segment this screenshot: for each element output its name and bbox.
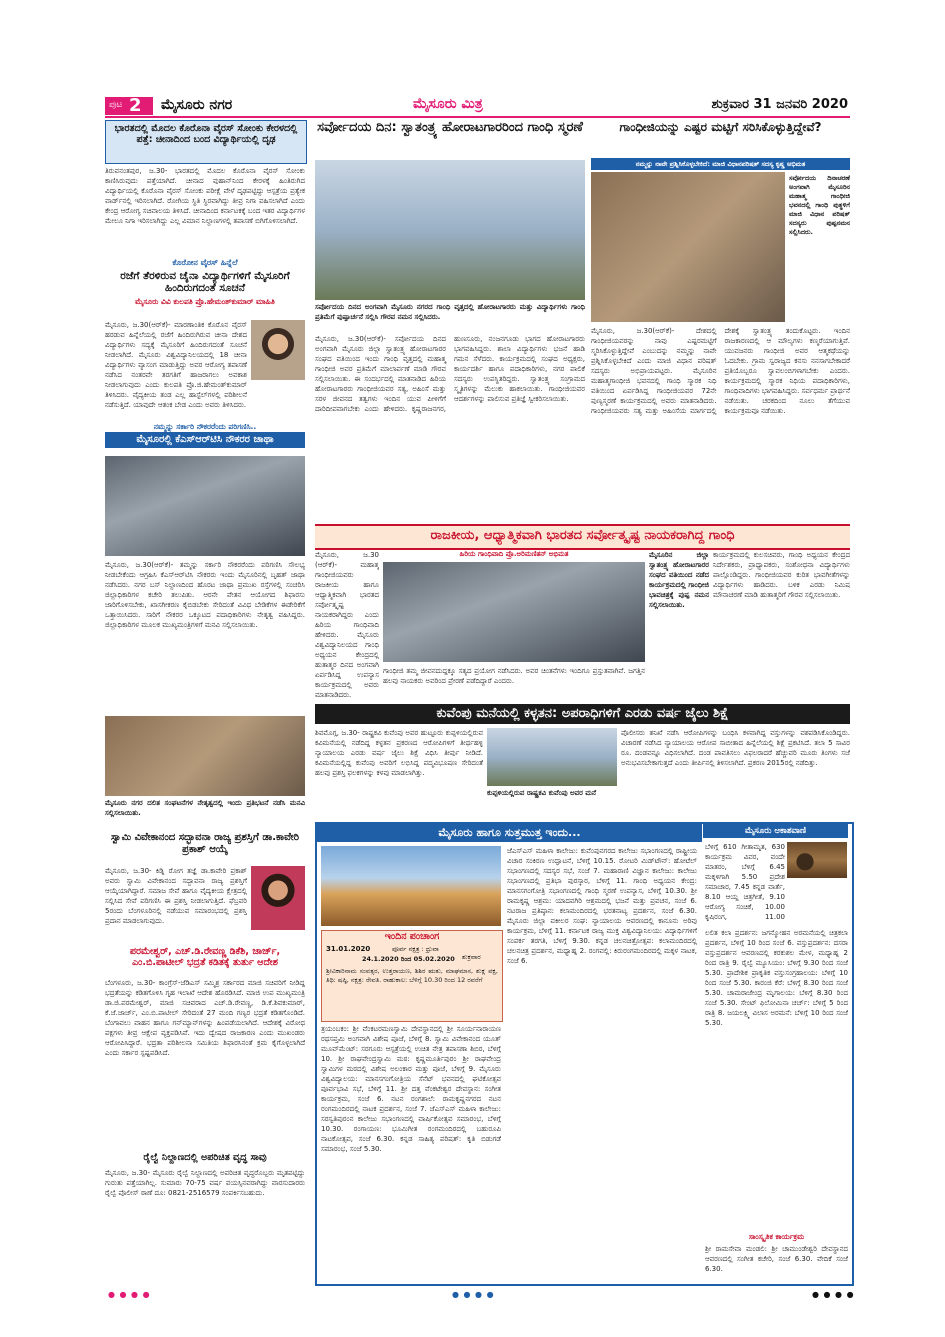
- gandhi-eyes-side-caption: ಸರ್ವೋದಯ ದಿನಾಚರಣೆ ಅಂಗವಾಗಿ ಮೈಸೂರಿನ ಮಹಾತ್ಮ ಗಾಂಧೀಜಿ ಭವನದಲ್ಲಿ ಗಾಂಧಿ ಪುತ್ಥಳಿಗೆ ಮಾಜಿ ವಿಧಾನ ಪರಿಷತ್ ಸದಸ್ಯರು ಪುಷ್ಪನಮನ ಸಲ್ಲಿಸಿದರು.: [789, 174, 850, 236]
- today-section: [315, 822, 854, 1286]
- cultural-body: ಶ್ರೀ ರಾಮಸೇವಾ ಮಂಡಲಿ: ಶ್ರೀ ಚಾಮುಂಡೇಶ್ವರಿ ದೇವಸ್ಥಾನದ ಆವರಣದಲ್ಲಿ ಸಂಗೀತ ಕಚೇರಿ, ಸಂಜೆ 6.30. ವೇದಿಕೆ ಸಂಜೆ 6.30.: [705, 1245, 848, 1273]
- ksrtc-headline-box: [105, 422, 305, 452]
- kuvempu-body-right: ಪೊಲೀಸರು ತನಿಖೆ ನಡೆಸಿ ಆರೋಪಿಗಳನ್ನು ಬಂಧಿಸಿ ಕಳವಾಗಿದ್ದ ವಸ್ತುಗಳನ್ನು ವಶಪಡಿಸಿಕೊಂಡಿದ್ದರು. ವಿಚಾರಣೆ ನಡೆಸಿದ ನ್ಯಾಯಾಲಯ ಆರೋಪ ಸಾಬೀತಾದ ಹಿನ್ನೆಲೆಯಲ್ಲಿ ಶಿಕ್ಷೆ ಪ್ರಕಟಿಸಿದೆ. ತಲಾ 5 ಸಾವಿರ ರೂ. ದಂಡವನ್ನೂ ವಿಧಿಸಲಾಗಿದೆ. ದಂಡ ಪಾವತಿಸಲು ವಿಫಲರಾದರೆ ಹೆಚ್ಚುವರಿ ಮೂರು ತಿಂಗಳು ಸಜೆ ಅನುಭವಿಸಬೇಕಾಗುತ್ತದೆ ಎಂದು ತೀರ್ಪಿನಲ್ಲಿ ತಿಳಿಸಲಾಗಿದೆ. ಪ್ರಕರಣ 2015ರಲ್ಲಿ ನಡೆದಿತ್ತು.: [621, 729, 850, 767]
- vivekananda-body: ಮೈಸೂರು, ಜ.30- ಕಿಡ್ನಿ ರೋಗ ತಜ್ಞೆ ಡಾ.ಕಾವೇರಿ ಪ್ರಕಾಶ್ ಅವರು ಸ್ವಾಮಿ ವಿವೇಕಾನಂದ ಸದ್ಭಾವನಾ ರಾಜ್ಯ ಪ್ರಶಸ್ತಿಗೆ ಆಯ್ಕೆಯಾಗಿದ್ದಾರೆ. ಸಮಾಜ ಸೇವೆ ಹಾಗೂ ವೈದ್ಯಕೀಯ ಕ್ಷೇತ್ರದಲ್ಲಿ ಸಲ್ಲಿಸಿದ ಸೇವೆ ಪರಿಗಣಿಸಿ ಈ ಪ್ರಶಸ್ತಿ ನೀಡಲಾಗುತ್ತಿದೆ. ಫೆಬ್ರವರಿ 5ರಂದು ಬೆಂಗಳೂರಿನಲ್ಲಿ ನಡೆಯುವ ಸಮಾರಂಭದಲ್ಲಿ ಪ್ರಶಸ್ತಿ ಪ್ರದಾನ ಮಾಡಲಾಗುವುದು.: [105, 867, 247, 925]
- vivekananda-headline: ಸ್ವಾಮಿ ವಿವೇಕಾನಂದ ಸದ್ಭಾವನಾ ರಾಜ್ಯ ಪ್ರಶಸ್ತಿಗೆ ಡಾ.ಕಾವೇರಿ ಪ್ರಕಾಶ್ ಆಯ್ಕೆ: [110, 832, 300, 855]
- leader-body-right: ಕಾರ್ಯಕ್ರಮದಲ್ಲಿ ಕುಲಸಚಿವರು, ಗಾಂಧಿ ಅಧ್ಯಯನ ಕೇಂದ್ರದ ನಿರ್ದೇಶಕರು, ಪ್ರಾಧ್ಯಾಪಕರು, ಸಂಶೋಧನಾ ವಿದ್ಯಾರ್ಥಿಗಳು ಪಾಲ್ಗೊಂಡಿದ್ದರು. ಗಾಂಧೀಜಿಯವರ ಕುರಿತ ಭಾವಗೀತೆಗಳನ್ನು ವಿದ್ಯಾರ್ಥಿಗಳು ಹಾಡಿದರು. ಬಳಿಕ ಎರಡು ನಿಮಿಷ ಮೌನಾಚರಣೆ ಮಾಡಿ ಹುತಾತ್ಮರಿಗೆ ಗೌರವ ಸಲ್ಲಿಸಲಾಯಿತು.: [713, 551, 850, 599]
- kuvempu-photo-caption: ಕುಪ್ಪಳಿಯಲ್ಲಿರುವ ರಾಷ್ಟ್ರಕವಿ ಕುವೆಂಪು ಅವರ ಮನೆ: [487, 789, 597, 797]
- issue-date: ಶುಕ್ರವಾರ 31 ಜನವರಿ 2020: [711, 97, 848, 112]
- panchanga-range: 24.1.2020 ರಿಂದ 05.02.2020: [362, 955, 455, 963]
- awardee-photo: [251, 866, 305, 930]
- radio-icon: [787, 842, 847, 878]
- events-column-1: ತ್ರಯಂಬಕಂ: ಶ್ರೀ ವೆಂಕಟರಮಣಸ್ವಾಮಿ ದೇವಸ್ಥಾನದಲ್ಲಿ ಶ್ರೀ ಸೂರ್ಯನಾರಾಯಣ ರಥಸಪ್ತಮಿ ಅಂಗವಾಗಿ ವಿಶೇಷ ಪೂಜೆ, ಬೆಳಿಗ್ಗೆ 8. ಸ್ವಾಮಿ ವಿವೇಕಾನಂದ ಯೂತ್ ಮೂವ್‌ಮೆಂಟ್: ಸರಗೂರು ಆಸ್ಪತ್ರೆಯಲ್ಲಿ ಉಚಿತ ನೇತ್ರ ತಪಾಸಣಾ ಶಿಬಿರ, ಬೆಳಿಗ್ಗೆ 10. ಶ್ರೀ ರಾಘವೇಂದ್ರಸ್ವಾಮಿ ಮಠ: ಕೃಷ್ಣಮೂರ್ತಿಪುರಂ ಶ್ರೀ ರಾಘವೇಂದ್ರ ಸ್ವಾಮಿಗಳ ಮಠದಲ್ಲಿ ವಿಶೇಷ ಅಲಂಕಾರ ಮತ್ತು ಪೂಜೆ, ಬೆಳಿಗ್ಗೆ 9. ಮೈಸೂರು ವಿಶ್ವವಿದ್ಯಾಲಯ: ಮಾನಸಗಂಗೋತ್ರಿಯ ಸೆನೆಟ್ ಭವನದಲ್ಲಿ ಘಟಿಕೋತ್ಸವ ಪೂರ್ವಭಾವಿ ಸಭೆ, ಬೆಳಿಗ್ಗೆ 11. ಶ್ರೀ ದತ್ತ ವೆಂಕಟೇಶ್ವರ ದೇವಸ್ಥಾನ: ಸಂಗೀತ ಕಾರ್ಯಕ್ರಮ, ಸಂಜೆ 6. ನಟನ ರಂಗಶಾಲೆ: ರಾಮಕೃಷ್ಣನಗರದ ನಟನ ರಂಗಮಂದಿರದಲ್ಲಿ ನಾಟಕ ಪ್ರದರ್ಶನ, ಸಂಜೆ 7. ಜೆಎಸ್‌ಎಸ್ ಮಹಿಳಾ ಕಾಲೇಜು: ಸರಸ್ವತಿಪುರಂನ ಕಾಲೇಜು ಸಭಾಂಗಣದಲ್ಲಿ ವಾರ್ಷಿಕೋತ್ಸವ ಸಮಾರಂಭ, ಬೆಳಿಗ್ಗೆ 10.30. ರಂಗಾಯಣ: ಭೂಮಿಗೀತ ರಂಗಮಂದಿರದಲ್ಲಿ ಬಹುರೂಪಿ ನಾಟಕೋತ್ಸವ, ಸಂಜೆ 6.30. ಕನ್ನಡ ಸಾಹಿತ್ಯ ಪರಿಷತ್: ಕೃತಿ ಬಿಡುಗಡೆ ಸಮಾರಂಭ, ಸಂಜೆ 5.30.: [321, 1025, 501, 1153]
- registration-marks-left: ● ● ● ●: [108, 1290, 151, 1299]
- panchanga-title: ಇಂದಿನ ಪಂಚಾಂಗ: [384, 931, 440, 942]
- corona-mysuru-article: [105, 258, 305, 418]
- parameshwar-headline-box: [105, 946, 305, 974]
- leader-side-caption: ಮೈಸೂರಿನ ಜಿಲ್ಲಾ ಸ್ವಾತಂತ್ರ್ಯ ಹೋರಾಟಗಾರರ ಸಂಘದ ವತಿಯಿಂದ ನಡೆದ ಕಾರ್ಯಕ್ರಮದಲ್ಲಿ ಗಾಂಧೀಜಿ ಭಾವಚಿತ್ರಕ್ಕೆ ಪುಷ್ಪ ನಮನ ಸಲ್ಲಿಸಲಾಯಿತು.: [649, 551, 709, 609]
- panchanga-body: ಶ್ರೀವಿಕಾರಿನಾಮ ಸಂವತ್ಸರ, ಉತ್ತರಾಯಣ, ಶಿಶಿರ ಋತು, ಮಾಘಮಾಸ, ಶುಕ್ಲ ಪಕ್ಷ, ತಿಥಿ: ಷಷ್ಠಿ, ನಕ್ಷತ್ರ: ರೇವತಿ. ರಾಹುಕಾಲ: ಬೆಳಿಗ್ಗೆ 10.30 ರಿಂದ 12 ರವರೆಗೆ: [326, 967, 498, 984]
- sarvodaya-body: ಮೈಸೂರು, ಜ.30(ಆರ್‌ಕೆ)- ಸರ್ವೋದಯ ದಿನದ ಅಂಗವಾಗಿ ಮೈಸೂರು ಜಿಲ್ಲಾ ಸ್ವಾತಂತ್ರ್ಯ ಹೋರಾಟಗಾರರ ಸಂಘದ ವತಿಯಿಂದ ಇಂದು ಗಾಂಧಿ ವೃತ್ತದಲ್ಲಿ ಮಹಾತ್ಮ ಗಾಂಧೀಜಿ ಅವರ ಪ್ರತಿಮೆಗೆ ಮಾಲಾರ್ಪಣೆ ಮಾಡಿ ಗೌರವ ಸಲ್ಲಿಸಲಾಯಿತು. ಈ ಸಂದರ್ಭದಲ್ಲಿ ಮಾತನಾಡಿದ ಹಿರಿಯ ಹೋರಾಟಗಾರರು ಗಾಂಧೀಜಿಯವರ ಸತ್ಯ, ಅಹಿಂಸೆ ಮತ್ತು ಸರಳ ಜೀವನದ ತತ್ವಗಳು ಇಂದಿನ ಯುವ ಪೀಳಿಗೆಗೆ ದಾರಿದೀಪವಾಗಬೇಕು ಎಂದು ಹೇಳಿದರು. ಕೃಷ್ಣರಾಜನಗರ, ಹುಣಸೂರು, ನಂಜನಗೂಡು ಭಾಗದ ಹೋರಾಟಗಾರರು ಭಾಗವಹಿಸಿದ್ದರು. ಶಾಲಾ ವಿದ್ಯಾರ್ಥಿಗಳು ಭಜನೆ ಹಾಡಿ ಗಮನ ಸೆಳೆದರು. ಕಾರ್ಯಕ್ರಮದಲ್ಲಿ ಸಂಘದ ಅಧ್ಯಕ್ಷರು, ಕಾರ್ಯದರ್ಶಿ ಹಾಗೂ ಪದಾಧಿಕಾರಿಗಳು, ನಗರ ಪಾಲಿಕೆ ಸದಸ್ಯರು ಉಪಸ್ಥಿತರಿದ್ದರು. ಸ್ವಾತಂತ್ರ್ಯ ಸಂಗ್ರಾಮದ ಸ್ಮೃತಿಗಳನ್ನು ಮೆಲುಕು ಹಾಕಲಾಯಿತು. ಗಾಂಧೀಜಿಯವರ ಆದರ್ಶಗಳನ್ನು ಪಾಲಿಸುವ ಪ್ರತಿಜ್ಞೆ ಸ್ವೀಕರಿಸಲಾಯಿತು.: [315, 335, 585, 413]
- gandhi-statue-photo: [591, 172, 785, 322]
- panchanga-weekday: ಶುಕ್ರವಾರ: [462, 953, 481, 961]
- corona-mysuru-headline: ರಜೆಗೆ ತೆರಳಿರುವ ಚೈನಾ ವಿದ್ಯಾರ್ಥಿಗಳಿಗೆ ಮೈಸೂರಿಗೆ ಹಿಂದಿರುಗದಂತೆ ಸೂಚನೆ: [120, 269, 290, 295]
- radio-box: [703, 824, 848, 924]
- vivekananda-headline-box: [105, 832, 305, 860]
- gandhi-eyes-subhead: ನಮ್ಮನ್ನು ನಾವೇ ಪ್ರಶ್ನಿಸಿಕೊಳ್ಳಬೇಕಿದೆ: ಮಾಜಿ ವಿಧಾನಪರಿಷತ್ ಸದಸ್ಯ ಕೃಷ್ಣ ಅಭಿಮತ: [591, 158, 850, 170]
- railway-headline: ರೈಲ್ವೆ ನಿಲ್ದಾಣದಲ್ಲಿ ಅಪರಿಚಿತ ವೃದ್ಧ ಸಾವು: [143, 1152, 267, 1163]
- masthead: ಮೈಸೂರು ಮಿತ್ರ: [413, 96, 483, 112]
- corona-mysuru-kicker: ಕೊರೋನ ವೈರಸ್ ಹಿನ್ನೆಲೆ: [172, 258, 238, 267]
- ksrtc-headline: ಮೈಸೂರಲ್ಲಿ ಕೆಎಸ್‌ಆರ್‌ಟಿಸಿ ನೌಕರರ ಜಾಥಾ: [105, 432, 305, 448]
- kuvempu-house-photo: [487, 728, 617, 786]
- leader-photo-block: [383, 550, 645, 700]
- panchanga-date: 31.01.2020: [326, 945, 371, 953]
- railway-headline-box: [105, 1152, 305, 1166]
- page-label: ಪುಟ: [109, 100, 123, 110]
- leader-body-left: ಮೈಸೂರು, ಜ.30 (ಆರ್‌ಕೆ)- ಮಹಾತ್ಮ ಗಾಂಧೀಜಿಯವರು ರಾಜಕೀಯ ಹಾಗೂ ಆಧ್ಯಾತ್ಮಿಕವಾಗಿ ಭಾರತದ ಸರ್ವೋತ್ಕೃಷ್ಟ ನಾಯಕರಾಗಿದ್ದರು ಎಂದು ಹಿರಿಯ ಗಾಂಧಿವಾದಿ ಹೇಳಿದರು. ಮೈಸೂರು ವಿಶ್ವವಿದ್ಯಾನಿಲಯದ ಗಾಂಧಿ ಅಧ್ಯಯನ ಕೇಂದ್ರದಲ್ಲಿ ಹುತಾತ್ಮರ ದಿನದ ಅಂಗವಾಗಿ ಏರ್ಪಡಿಸಿದ್ದ ಉಪನ್ಯಾಸ ಕಾರ್ಯಕ್ರಮದಲ್ಲಿ ಅವರು ಮಾತನಾಡಿದರು.: [315, 551, 379, 699]
- parameshwar-body: ಬೆಂಗಳೂರು, ಜ.30- ಕಾಂಗ್ರೆಸ್-ಜೆಡಿಎಸ್ ಸಮ್ಮಿಶ್ರ ಸರ್ಕಾರದ ಮಾಜಿ ಸಚಿವರಿಗೆ ನೀಡಿದ್ದ ಭದ್ರತೆಯನ್ನು ಕಡಿತಗೊಳಿಸಿ ಗೃಹ ಇಲಾಖೆ ಆದೇಶ ಹೊರಡಿಸಿದೆ. ಮಾಜಿ ಉಪ ಮುಖ್ಯಮಂತ್ರಿ ಡಾ.ಜಿ.ಪರಮೇಶ್ವರ್, ಮಾಜಿ ಸಚಿವರಾದ ಎಚ್.ಡಿ.ರೇವಣ್ಣ, ಡಿ.ಕೆ.ಶಿವಕುಮಾರ್, ಕೆ.ಜೆ.ಜಾರ್ಜ್, ಎಂ.ಬಿ.ಪಾಟೀಲ್ ಸೇರಿದಂತೆ 27 ಮಂದಿ ಗಣ್ಯರ ಭದ್ರತೆ ಕಡಿತಗೊಂಡಿದೆ. ಬೆಂಗಾವಲು ವಾಹನ ಹಾಗೂ ಗನ್‌ಮ್ಯಾನ್‌ಗಳನ್ನು ಹಿಂಪಡೆಯಲಾಗಿದೆ. ಆದೇಶಕ್ಕೆ ವಿರೋಧ ಪಕ್ಷಗಳು ತೀವ್ರ ಆಕ್ಷೇಪ ವ್ಯಕ್ತಪಡಿಸಿವೆ. ಇದು ದ್ವೇಷದ ರಾಜಕಾರಣ ಎಂದು ಮುಖಂಡರು ಆರೋಪಿಸಿದ್ದಾರೆ. ಭದ್ರತಾ ಪರಿಶೀಲನಾ ಸಮಿತಿಯ ಶಿಫಾರಸಿನಂತೆ ಕ್ರಮ ಕೈಗೊಳ್ಳಲಾಗಿದೆ ಎಂದು ಸರ್ಕಾರ ಸ್ಪಷ್ಟಪಡಿಸಿದೆ.: [105, 979, 305, 1057]
- registration-marks-right: ● ● ● ●: [812, 1290, 855, 1299]
- registration-marks-center: ● ● ● ●: [452, 1290, 495, 1299]
- cultural-title: ಸಾಂಸ್ಕೃತಿಕ ಕಾರ್ಯಕ್ರಮ: [748, 1232, 805, 1241]
- leader-headline-box: [315, 524, 850, 550]
- today-title: ಮೈಸೂರು ಹಾಗೂ ಸುತ್ತಮುತ್ತ ಇಂದು...: [317, 824, 702, 842]
- corona-article-body: ತಿರುವನಂತಪುರ, ಜ.30- ಭಾರತದಲ್ಲಿ ಮೊದಲ ಕೊರೊನಾ ವೈರಸ್ ಸೋಂಕು ಕಾಣಿಸಿರುವುದು ಪತ್ತೆಯಾಗಿದೆ. ಚೀನಾದ ವುಹಾನ್‌ನಿಂದ ಕೇರಳಕ್ಕೆ ಹಿಂತಿರುಗಿದ ವಿದ್ಯಾರ್ಥಿಯಲ್ಲಿ ಕೊರೊನಾ ವೈರಸ್ ಸೋಂಕು ಪರೀಕ್ಷೆ ವೇಳೆ ದೃಢಪಟ್ಟಿದ್ದು ಆಸ್ಪತ್ರೆಯ ಪ್ರತ್ಯೇಕ ವಾರ್ಡ್‌ನಲ್ಲಿ ಇರಿಸಲಾಗಿದೆ. ರೋಗಿಯ ಸ್ಥಿತಿ ಸ್ಥಿರವಾಗಿದ್ದು ತೀವ್ರ ನಿಗಾ ವಹಿಸಲಾಗಿದೆ ಎಂದು ಕೇಂದ್ರ ಆರೋಗ್ಯ ಸಚಿವಾಲಯ ತಿಳಿಸಿದೆ. ಚೀನಾದಿಂದ ಕರ್ನಾಟಕಕ್ಕೆ ಬಂದ ಇತರ ವಿದ್ಯಾರ್ಥಿಗಳ ಮೇಲೂ ನಿಗಾ ಇರಿಸಲಾಗಿದ್ದು ಎಲ್ಲ ವಿಮಾನ ನಿಲ್ದಾಣಗಳಲ್ಲಿ ತಪಾಸಣೆ ಬಿಗಿಗೊಳಿಸಲಾಗಿದೆ.: [105, 167, 305, 225]
- section-title: ಮೈಸೂರು ನಗರ: [161, 97, 233, 113]
- gandhi-eyes-headline-box: [591, 120, 850, 156]
- ksrtc-article-body: ಮೈಸೂರು, ಜ.30(ಆರ್‌ಕೆ)- ತಮ್ಮನ್ನು ಸರ್ಕಾರಿ ನೌಕರರೆಂದು ಪರಿಗಣಿಸಿ ಸೌಲಭ್ಯ ನೀಡಬೇಕೆಂದು ಆಗ್ರಹಿಸಿ ಕೆಎಸ್‌ಆರ್‌ಟಿಸಿ ನೌಕರರು ಇಂದು ಮೈಸೂರಿನಲ್ಲಿ ಬೃಹತ್ ಜಾಥಾ ನಡೆಸಿದರು. ನಗರ ಬಸ್ ನಿಲ್ದಾಣದಿಂದ ಹೊರಟ ಜಾಥಾ ಪ್ರಮುಖ ರಸ್ತೆಗಳಲ್ಲಿ ಸಂಚರಿಸಿ ಜಿಲ್ಲಾಧಿಕಾರಿಗಳ ಕಚೇರಿ ತಲುಪಿತು. ಆರನೇ ವೇತನ ಆಯೋಗದ ಶಿಫಾರಸು ಜಾರಿಗೊಳಿಸಬೇಕು, ಖಾಸಗೀಕರಣ ಕೈಬಿಡಬೇಕು ಸೇರಿದಂತೆ ವಿವಿಧ ಬೇಡಿಕೆಗಳ ಈಡೇರಿಕೆಗೆ ಒತ್ತಾಯಿಸಿದರು. ಸಾರಿಗೆ ನೌಕರರ ಒಕ್ಕೂಟದ ಪದಾಧಿಕಾರಿಗಳು ನೇತೃತ್ವ ವಹಿಸಿದ್ದರು. ಜಿಲ್ಲಾಧಿಕಾರಿಗಳ ಮೂಲಕ ಮುಖ್ಯಮಂತ್ರಿಗಳಿಗೆ ಮನವಿ ಸಲ್ಲಿಸಲಾಯಿತು.: [105, 561, 305, 629]
- sarvodaya-headline: ಸರ್ವೋದಯ ದಿನ: ಸ್ವಾತಂತ್ರ್ಯ ಹೋರಾಟಗಾರರಿಂದ ಗಾಂಧಿ ಸ್ಮರಣೆ: [317, 120, 583, 135]
- sarvodaya-caption: ಸರ್ವೋದಯ ದಿನದ ಅಂಗವಾಗಿ ಮೈಸೂರು ನಗರದ ಗಾಂಧಿ ವೃತ್ತದಲ್ಲಿ ಹೋರಾಟಗಾರರು ಮತ್ತು ವಿದ್ಯಾರ್ಥಿಗಳು ಗಾಂಧಿ ಪ್ರತಿಮೆಗೆ ಪುಷ್ಪಾರ್ಚನೆ ಸಲ್ಲಿಸಿ ಗೌರವ ನಮನ ಸಲ್ಲಿಸಿದರು.: [315, 303, 585, 321]
- panchanga-box: [321, 930, 503, 1022]
- page-number-badge: [105, 97, 153, 115]
- corona-headline: ಭಾರತದಲ್ಲಿ ಮೊದಲ ಕೊರೊನಾ ವೈರಸ್ ಸೋಂಕು ಕೇರಳದಲ್ಲಿ ಪತ್ತೆ: ಚೀನಾದಿಂದ ಬಂದ ವಿದ್ಯಾರ್ಥಿಯಲ್ಲಿ ದೃಢ: [114, 123, 298, 146]
- sarvodaya-photo: [315, 160, 585, 300]
- page-number: 2: [129, 96, 142, 116]
- leader-headline: ರಾಜಕೀಯ, ಆಧ್ಯಾತ್ಮಿಕವಾಗಿ ಭಾರತದ ಸರ್ವೋತ್ಕೃಷ್ಟ ನಾಯಕರಾಗಿದ್ದ ಗಾಂಧಿ: [430, 528, 735, 543]
- railway-body: ಮೈಸೂರು, ಜ.30- ಮೈಸೂರು ರೈಲ್ವೆ ನಿಲ್ದಾಣದಲ್ಲಿ ಅಪರಿಚಿತ ವೃದ್ಧರೊಬ್ಬರು ಮೃತಪಟ್ಟಿದ್ದು ಗುರುತು ಪತ್ತೆಯಾಗಿಲ್ಲ. ಸುಮಾರು 70-75 ವರ್ಷ ವಯಸ್ಸಿನವರಾಗಿದ್ದು ವಾರಸುದಾರರು ರೈಲ್ವೆ ಪೊಲೀಸ್ ಠಾಣೆ ದೂ: 0821-2516579 ಸಂಪರ್ಕಿಸಬಹುದು.: [105, 1169, 305, 1197]
- kuvempu-headline: ಕುವೆಂಪು ಮನೆಯಲ್ಲಿ ಕಳ್ಳತನ: ಅಪರಾಧಿಗಳಿಗೆ ಎರಡು ವರ್ಷ ಜೈಲು ಶಿಕ್ಷೆ: [315, 704, 850, 724]
- gandhi-eyes-headline: ಗಾಂಧೀಜಿಯನ್ನು ಎಷ್ಟರ ಮಟ್ಟಿಗೆ ಸರಿಸಿಕೊಳ್ಳುತ್ತಿದ್ದೇವೆ?: [619, 120, 822, 134]
- vice-chancellor-photo: [251, 320, 305, 380]
- cultural-box: [705, 1232, 848, 1280]
- corona-headline-box: [105, 120, 307, 164]
- corona-mysuru-subhead: ಮೈಸೂರು ವಿವಿ ಕುಲಪತಿ ಪ್ರೊ.ಹೇಮಂತ್‌ಕುಮಾರ್ ಮಾಹಿತಿ: [135, 296, 275, 306]
- sarvodaya-headline-box: [315, 120, 585, 156]
- radio-schedule-start: ಬೆಳಿಗ್ಗೆ 610 ಗೀತಾಮೃತ, 630 ಕಾರ್ಯಕ್ರಮ ವಿವರ, ವಂದೇ ಮಾತರಂ, ಬೆಳಿಗ್ಗೆ 6.45 ಮಕ್ಕಳಿಗಾಗಿ 5.50 ಪ್ರದೇಶ ಸಮಾಚಾರ, 7.45 ಕನ್ನಡ ವಾರ್ತೆ, 8.10 ಆಯ್ದ ಚಿತ್ರಗೀತೆ, 9.10 ಆರೋಗ್ಯ ಸಂಚಿಕೆ, 10.00 ಕೃಷಿರಂಗ, 11.00: [705, 843, 785, 921]
- kuvempu-body-left: ಶಿವಮೊಗ್ಗ, ಜ.30- ರಾಷ್ಟ್ರಕವಿ ಕುವೆಂಪು ಅವರ ಹುಟ್ಟೂರು ಕುಪ್ಪಳಿಯಲ್ಲಿರುವ ಕವಿಮನೆಯಲ್ಲಿ ನಡೆದಿದ್ದ ಕಳ್ಳತನ ಪ್ರಕರಣದ ಆರೋಪಿಗಳಿಗೆ ತೀರ್ಥಹಳ್ಳಿ ನ್ಯಾಯಾಲಯ ಎರಡು ವರ್ಷ ಜೈಲು ಶಿಕ್ಷೆ ವಿಧಿಸಿ ತೀರ್ಪು ನೀಡಿದೆ. ಕವಿಮನೆಯಲ್ಲಿದ್ದ ಕುವೆಂಪು ಅವರಿಗೆ ಲಭಿಸಿದ್ದ ಪದ್ಮವಿಭೂಷಣ ಸೇರಿದಂತೆ ಹಲವು ಪ್ರಶಸ್ತಿ ಫಲಕಗಳನ್ನು ಕಳವು ಮಾಡಲಾಗಿತ್ತು.: [315, 729, 483, 777]
- mysore-palace-photo: [321, 846, 501, 926]
- events-column-2: ಜೆಎಸ್‌ಎಸ್ ಮಹಿಳಾ ಕಾಲೇಜು: ಕುವೆಂಪುನಗರದ ಕಾಲೇಜು ಸಭಾಂಗಣದಲ್ಲಿ ರಾಷ್ಟ್ರೀಯ ವಿಚಾರ ಸಂಕಿರಣ ಉದ್ಘಾಟನೆ, ಬೆಳಿಗ್ಗೆ 10.15. ರೋಟರಿ ಮಿಡ್‌ಟೌನ್: ಹೋಟೆಲ್ ಸಭಾಂಗಣದಲ್ಲಿ ಸದಸ್ಯರ ಸಭೆ, ಸಂಜೆ 7. ಮಹಾರಾಣಿ ವಿಜ್ಞಾನ ಕಾಲೇಜು: ಕಾಲೇಜು ಸಭಾಂಗಣದಲ್ಲಿ ಪ್ರತಿಭಾ ಪುರಸ್ಕಾರ, ಬೆಳಿಗ್ಗೆ 11. ಗಾಂಧಿ ಅಧ್ಯಯನ ಕೇಂದ್ರ: ಮಾನಸಗಂಗೋತ್ರಿ ಸಭಾಂಗಣದಲ್ಲಿ ಗಾಂಧಿ ಸ್ಮರಣೆ ಉಪನ್ಯಾಸ, ಬೆಳಿಗ್ಗೆ 10.30. ಶ್ರೀ ರಾಮಕೃಷ್ಣ ಆಶ್ರಮ: ಯಾದವಗಿರಿ ಆಶ್ರಮದಲ್ಲಿ ಭಜನೆ ಮತ್ತು ಪ್ರವಚನ, ಸಂಜೆ 6. ನಟರಾಜ ಪ್ರತಿಷ್ಠಾನ: ಕಲಾಮಂದಿರದಲ್ಲಿ ಭರತನಾಟ್ಯ ಪ್ರದರ್ಶನ, ಸಂಜೆ 6.30. ಮೈಸೂರು ಜಿಲ್ಲಾ ವಕೀಲರ ಸಂಘ: ನ್ಯಾಯಾಲಯ ಆವರಣದಲ್ಲಿ ಕಾನೂನು ಅರಿವು ಕಾರ್ಯಕ್ರಮ, ಬೆಳಿಗ್ಗೆ 11. ಕರ್ನಾಟಕ ರಾಜ್ಯ ಮುಕ್ತ ವಿಶ್ವವಿದ್ಯಾನಿಲಯ: ವಿದ್ಯಾರ್ಥಿಗಳಿಗೆ ಸಂಪರ್ಕ ತರಗತಿ, ಬೆಳಿಗ್ಗೆ 9.30. ಕನ್ನಡ ಚಲನಚಿತ್ರೋತ್ಸವ: ಕಲಾಮಂದಿರದಲ್ಲಿ ಚಲನಚಿತ್ರ ಪ್ರದರ್ಶನ, ಮಧ್ಯಾಹ್ನ 2. ರಂಗವಲ್ಲಿ: ಕಿರುರಂಗಮಂದಿರದಲ್ಲಿ ಮಕ್ಕಳ ನಾಟಕ, ಸಂಜೆ 6.: [507, 847, 697, 965]
- leader-body-mid: ಗಾಂಧೀಜಿ ತಮ್ಮ ಜೀವನದುದ್ದಕ್ಕೂ ಸತ್ಯದ ಪ್ರಯೋಗ ನಡೆಸಿದರು. ಅವರ ಚಿಂತನೆಗಳು ಇಂದಿಗೂ ಪ್ರಸ್ತುತವಾಗಿವೆ. ಜಗತ್ತಿನ ಹಲವು ನಾಯಕರು ಅವರಿಂದ ಪ್ರೇರಣೆ ಪಡೆದಿದ್ದಾರೆ ಎಂದರು.: [383, 667, 645, 685]
- leader-photo-kicker: ಹಿರಿಯ ಗಾಂಧಿವಾದಿ ಪ್ರೊ.ಅರಿಮಣಿತನ್ ಅಭಿಮತ: [459, 550, 569, 558]
- page-header: [105, 96, 850, 118]
- gandhi-eyes-body: ಮೈಸೂರು, ಜ.30(ಆರ್‌ಕೆ)- ದೇಶದಲ್ಲಿ ಗಾಂಧೀಜಿಯವರನ್ನು ನಾವು ಎಷ್ಟರಮಟ್ಟಿಗೆ ಸ್ಮರಿಸಿಕೊಳ್ಳುತ್ತಿದ್ದೇವೆ ಎಂಬುದನ್ನು ನಮ್ಮನ್ನು ನಾವೇ ಪ್ರಶ್ನಿಸಿಕೊಳ್ಳಬೇಕಿದೆ ಎಂದು ಮಾಜಿ ವಿಧಾನ ಪರಿಷತ್ ಸದಸ್ಯರು ಅಭಿಪ್ರಾಯಪಟ್ಟರು. ಮೈಸೂರಿನ ಮಹಾತ್ಮಗಾಂಧೀಜಿ ಭವನದಲ್ಲಿ ಗಾಂಧಿ ಸ್ಮಾರಕ ನಿಧಿ ವತಿಯಿಂದ ಏರ್ಪಡಿಸಿದ್ದ ಗಾಂಧೀಜಿಯವರ 72ನೇ ಪುಣ್ಯಸ್ಮರಣೆ ಕಾರ್ಯಕ್ರಮದಲ್ಲಿ ಅವರು ಮಾತನಾಡಿದರು. ಗಾಂಧೀಜಿಯವರು ಸತ್ಯ ಮತ್ತು ಅಹಿಂಸೆಯ ಮಾರ್ಗದಲ್ಲಿ ದೇಶಕ್ಕೆ ಸ್ವಾತಂತ್ರ್ಯ ತಂದುಕೊಟ್ಟರು. ಇಂದಿನ ರಾಜಕಾರಣದಲ್ಲಿ ಆ ಮೌಲ್ಯಗಳು ಕಣ್ಮರೆಯಾಗುತ್ತಿವೆ. ಯುವಜನರು ಗಾಂಧೀಜಿ ಅವರ ಆತ್ಮಕಥೆಯನ್ನು ಓದಬೇಕು. ಗ್ರಾಮ ಸ್ವರಾಜ್ಯದ ಕನಸು ನನಸಾಗಬೇಕಾದರೆ ಪ್ರತಿಯೊಬ್ಬರೂ ಸ್ವಾವಲಂಬಿಗಳಾಗಬೇಕು ಎಂದರು. ಕಾರ್ಯಕ್ರಮದಲ್ಲಿ ಸ್ಮಾರಕ ನಿಧಿಯ ಪದಾಧಿಕಾರಿಗಳು, ಗಾಂಧಿವಾದಿಗಳು ಭಾಗವಹಿಸಿದ್ದರು. ಸರ್ವಧರ್ಮ ಪ್ರಾರ್ಥನೆ ನಡೆಯಿತು. ಚರಕದಿಂದ ನೂಲು ತೆಗೆಯುವ ಕಾರ್ಯಕ್ರಮವೂ ನಡೆಯಿತು.: [591, 327, 850, 415]
- corona-mysuru-body: ಮೈಸೂರು, ಜ.30(ಆರ್‌ಕೆ)- ಮಾರಣಾಂತಿಕ ಕೊರೊನ ವೈರಸ್ ಹರಡುವ ಹಿನ್ನೆಲೆಯಲ್ಲಿ ರಜೆಗೆ ಹಿಂದಿರುಗಿರುವ ಚೀನಾ ದೇಶದ ವಿದ್ಯಾರ್ಥಿಗಳು ಸದ್ಯಕ್ಕೆ ಮೈಸೂರಿಗೆ ಹಿಂದಿರುಗದಂತೆ ಸೂಚನೆ ನೀಡಲಾಗಿದೆ. ಮೈಸೂರು ವಿಶ್ವವಿದ್ಯಾನಿಲಯದಲ್ಲಿ 18 ಚೀನಾ ವಿದ್ಯಾರ್ಥಿಗಳು ವ್ಯಾಸಂಗ ಮಾಡುತ್ತಿದ್ದು ಅವರ ಆರೋಗ್ಯ ತಪಾಸಣೆ ನಡೆಸಿದ ನಂತರವೇ ತರಗತಿಗೆ ಹಾಜರಾಗಲು ಅವಕಾಶ ನೀಡಲಾಗುವುದು ಎಂದು ಕುಲಪತಿ ಪ್ರೊ.ಜಿ.ಹೇಮಂತ್‌ಕುಮಾರ್ ತಿಳಿಸಿದರು. ವೈದ್ಯಕೀಯ ತಂಡ ಎಲ್ಲ ಹಾಸ್ಟೆಲ್‌ಗಳಲ್ಲಿ ಪರಿಶೀಲನೆ ನಡೆಸುತ್ತಿದೆ. ಯಾವುದೇ ಆತಂಕ ಬೇಡ ಎಂದು ಅವರು ತಿಳಿಸಿದರು.: [105, 321, 247, 409]
- panchanga-nakshatra: ಪೂರ್ವ ನಕ್ಷತ್ರ : ಧ್ರುವಾ: [392, 945, 439, 953]
- parameshwar-headline: ಪರಮೇಶ್ವರ್, ಎಚ್.ಡಿ.ರೇವಣ್ಣ ಡಿಕೆಶಿ, ಜಾರ್ಜ್, ಎಂ.ಬಿ.ಪಾಟೀಲ್ ಭದ್ರತೆ ಕಡಿತಕ್ಕೆ ತುರ್ತು ಆದೇಶ: [129, 946, 281, 969]
- protest-caption: ಮೈಸೂರು ನಗರ ದಲಿತ ಸಂಘಟನೆಗಳ ನೇತೃತ್ವದಲ್ಲಿ ಇಂದು ಪ್ರತಿಭಟನೆ ನಡೆಸಿ ಮನವಿ ಸಲ್ಲಿಸಲಾಯಿತು.: [105, 799, 305, 817]
- protest-photo: [105, 716, 305, 796]
- ksrtc-kicker: ನಮ್ಮನ್ನು ಸರ್ಕಾರಿ ನೌಕರರೆಂದು ಪರಿಗಣಿಸಿ..: [153, 422, 257, 431]
- radio-title: ಮೈಸೂರು ಆಕಾಶವಾಣಿ: [703, 824, 848, 838]
- leader-photo: [383, 562, 645, 662]
- exhibits-list: ಲಲಿತ ಕಲಾ ಪ್ರದರ್ಶನ: ಜಗನ್ಮೋಹನ ಅರಮನೆಯಲ್ಲಿ ಚಿತ್ರಕಲಾ ಪ್ರದರ್ಶನ, ಬೆಳಿಗ್ಗೆ 10 ರಿಂದ ಸಂಜೆ 6. ವಸ್ತುಪ್ರದರ್ಶನ: ದಸರಾ ವಸ್ತುಪ್ರದರ್ಶನ ಆವರಣದಲ್ಲಿ ಕರಕುಶಲ ಮೇಳ, ಮಧ್ಯಾಹ್ನ 2 ರಿಂದ ರಾತ್ರಿ 9. ರೈಲ್ವೆ ಮ್ಯೂಸಿಯಂ: ಬೆಳಿಗ್ಗೆ 9.30 ರಿಂದ ಸಂಜೆ 5.30. ಪ್ರಾದೇಶಿಕ ಪ್ರಾಕೃತಿಕ ವಸ್ತುಸಂಗ್ರಹಾಲಯ: ಬೆಳಿಗ್ಗೆ 10 ರಿಂದ ಸಂಜೆ 5.30. ಕಾರಂಜಿ ಕೆರೆ: ಬೆಳಿಗ್ಗೆ 8.30 ರಿಂದ ಸಂಜೆ 5.30. ಚಾಮರಾಜೇಂದ್ರ ಮೃಗಾಲಯ: ಬೆಳಿಗ್ಗೆ 8.30 ರಿಂದ ಸಂಜೆ 5.30. ಸೇಂಟ್ ಫಿಲೋಮಿನಾ ಚರ್ಚ್: ಬೆಳಿಗ್ಗೆ 5 ರಿಂದ ರಾತ್ರಿ 8. ಜಯಲಕ್ಷ್ಮಿ ವಿಲಾಸ ಅರಮನೆ: ಬೆಳಿಗ್ಗೆ 10 ರಿಂದ ಸಂಜೆ 5.30.: [705, 929, 848, 1027]
- ksrtc-march-photo: [105, 456, 305, 556]
- newspaper-page: [105, 96, 850, 1286]
